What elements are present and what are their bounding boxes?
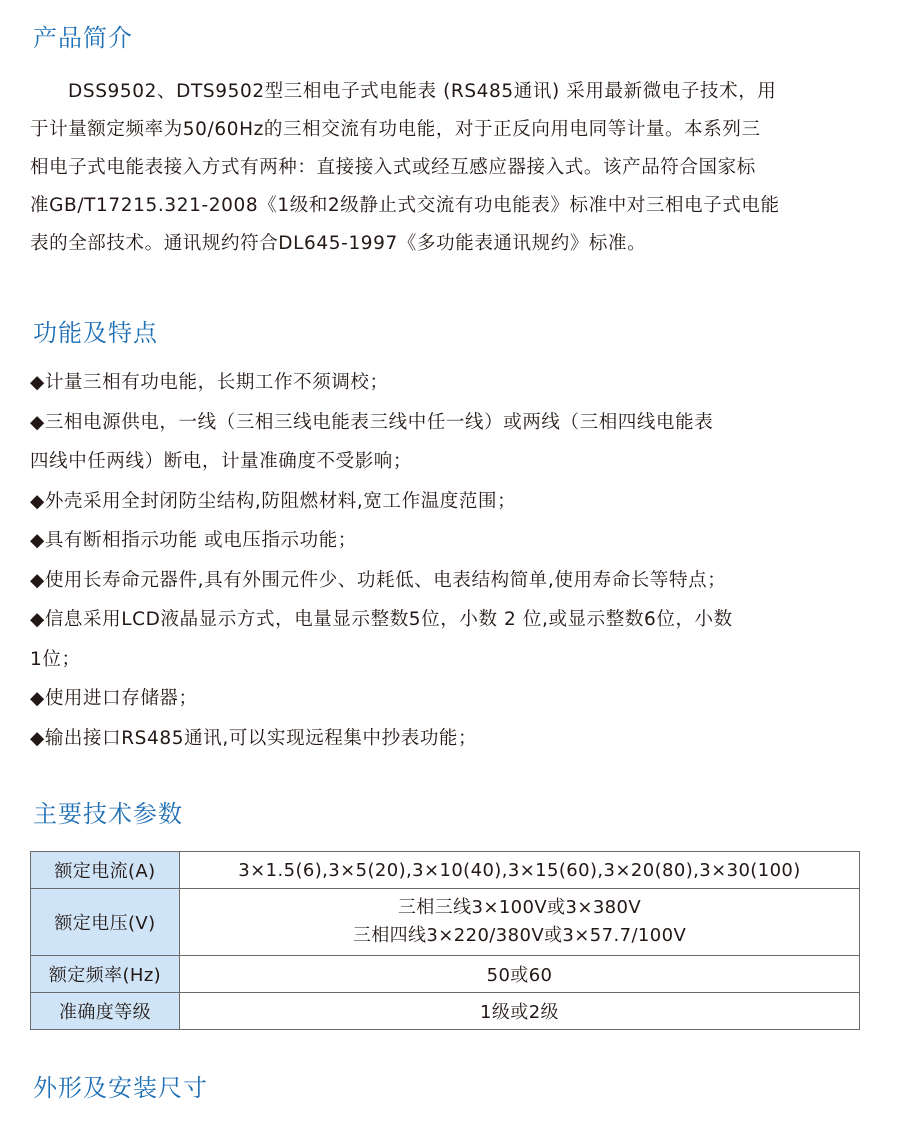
dimensions-heading: 外形及安装尺寸 <box>33 1074 208 1102</box>
intro-line: DSS9502、DTS9502型三相电子式电能表 (RS485通讯) 采用最新微电子技术，用 <box>68 81 777 102</box>
table-row <box>31 993 860 1030</box>
feature-item: ◆使用长寿命元器件,具有外围元件少、功耗低、电表结构简单,使用寿命长等特点； <box>30 569 727 591</box>
spec-value-current: 3×1.5(6),3×5(20),3×10(40),3×15(60),3×20(80),3×30(100) <box>180 852 860 889</box>
intro-line: 准GB/T17215.321-2008《1级和2级静止式交流有功电能表》标准中对三相电子式电能 <box>30 195 780 216</box>
spec-label-current: 额定电流(A) <box>31 852 180 889</box>
table-row <box>31 852 860 889</box>
spec-label-voltage: 额定电压(V) <box>31 889 180 956</box>
intro-paragraph <box>30 73 862 263</box>
feature-item: ◆三相电源供电，一线（三相三线电能表三线中任一线）或两线（三相四线电能表 <box>30 411 714 433</box>
feature-item: ◆具有断相指示功能 或电压指示功能； <box>30 530 357 551</box>
specs-heading: 主要技术参数 <box>33 800 183 828</box>
spec-label-frequency: 额定频率(Hz) <box>31 956 180 993</box>
specs-table <box>30 851 860 1030</box>
table-row <box>31 889 860 956</box>
spec-value-accuracy: 1级或2级 <box>180 993 860 1030</box>
spec-value-frequency: 50或60 <box>180 956 860 993</box>
spec-value-voltage <box>180 889 860 956</box>
features-list <box>30 363 870 758</box>
spec-value-voltage-line: 三相四线3×220/380V或3×57.7/100V <box>352 925 687 946</box>
feature-item-continued: 1位； <box>30 648 81 670</box>
feature-item: ◆使用进口存储器； <box>30 688 198 709</box>
feature-item: ◆信息采用LCD液晶显示方式，电量显示整数5位，小数 2 位,或显示整数6位，小数 <box>30 609 733 630</box>
intro-line: 表的全部技术。通讯规约符合DL645-1997《多功能表通讯规约》标准。 <box>30 233 647 254</box>
spec-value-voltage-line: 三相三线3×100V或3×380V <box>397 897 642 918</box>
intro-line: 相电子式电能表接入方式有两种：直接接入式或经互感应器接入式。该产品符合国家标 <box>30 157 756 178</box>
feature-item: ◆外壳采用全封闭防尘结构,防阻燃材料,宽工作温度范围； <box>30 490 517 512</box>
intro-heading: 产品简介 <box>33 24 133 52</box>
spec-label-accuracy: 准确度等级 <box>31 993 180 1030</box>
table-row <box>31 956 860 993</box>
feature-item: ◆计量三相有功电能，长期工作不须调校； <box>30 372 389 393</box>
intro-line: 于计量额定频率为50/60Hz的三相交流有功电能，对于正反向用电同等计量。本系列三 <box>30 119 761 140</box>
features-heading: 功能及特点 <box>33 319 158 347</box>
feature-item-continued: 四线中任两线）断电，计量准确度不受影响； <box>30 451 413 472</box>
feature-item: ◆输出接口RS485通讯,可以实现远程集中抄表功能； <box>30 727 478 749</box>
